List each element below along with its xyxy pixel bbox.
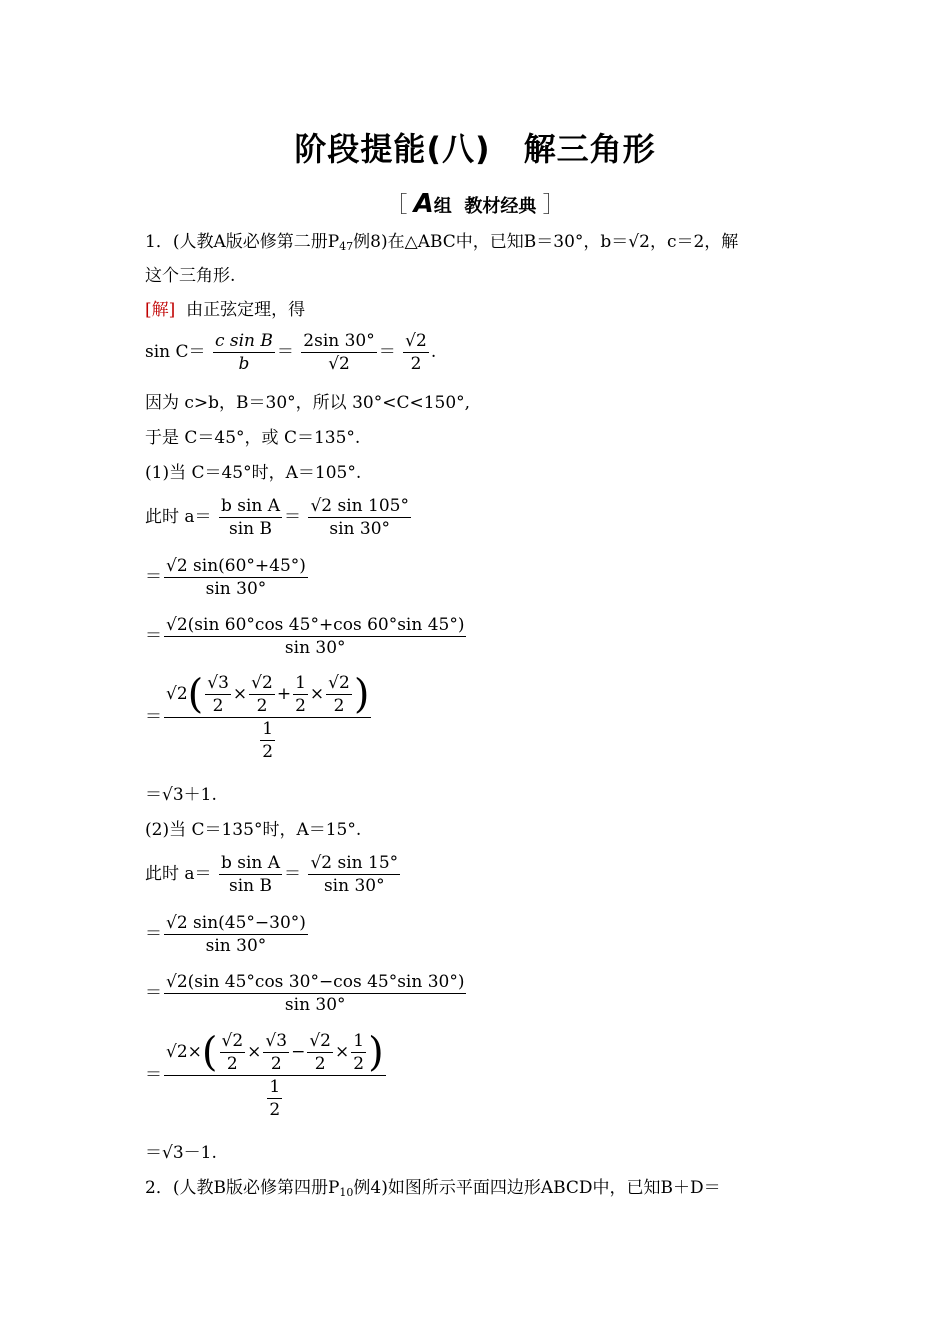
equation-sinC: sin C＝ $\frac{\text{c sin B}}{b}$ ＝ $\frac{2\sin 30^\circ}{√2}$ ＝ $\frac{√2}{2}$ . xyxy=(145,331,437,374)
section-name: 教材经典 xyxy=(464,196,537,217)
solution-tag: [解] xyxy=(145,300,176,320)
section-header: ［ A组 教材经典 ］ xyxy=(385,189,565,219)
case-1-step-4: ＝ √2( $\frac{√3}{2}$ × $\frac{√2}{2}$ + $\frac{1}{2}$ × $\frac{√2}{2}$ ) $\frac{1}{2}$ xyxy=(145,671,370,762)
case-1-step-3: ＝ $\frac{√2(\sin 60^\circ\cos 45^\circ+\cos 60^\circ\sin 45^\circ)}{\sin 30^\circ}$ xyxy=(145,615,465,658)
case-1-heading: (1)当 C＝45°时，A＝105°. xyxy=(145,463,362,483)
case-2-step-3: ＝ $\frac{√2(\sin 45^\circ\cos 30^\circ-\cos 45^\circ\sin 30^\circ)}{\sin 30^\circ}$ xyxy=(145,972,465,1015)
case-2-heading: (2)当 C＝135°时，A＝15°. xyxy=(145,820,362,840)
solution-intro: [解] 由正弦定理，得 xyxy=(145,300,306,320)
case-2-step-2: ＝ $\frac{√2 \sin(45^\circ-30^\circ)}{\sin 30^\circ}$ xyxy=(145,913,306,956)
problem-1-line-2: 这个三角形. xyxy=(145,266,236,286)
case-2-step-1: 此时 a＝ $\frac{\text{b sin A}}{\text{sin B}}$ ＝ $\frac{√2 \sin 15^\circ}{\sin 30^\circ}$ xyxy=(145,853,399,896)
case-2-step-4: ＝ √2×( $\frac{√2}{2}$ × $\frac{√3}{2}$ − $\frac{√2}{2}$ × $\frac{1}{2}$ ) $\frac{1}{2}$ xyxy=(145,1029,384,1120)
page-title: 阶段提能(八) 解三角形 xyxy=(294,130,656,168)
group-letter: A xyxy=(413,189,434,219)
case-1-step-2: ＝ $\frac{√2 \sin(60^\circ+45^\circ)}{\sin 30^\circ}$ xyxy=(145,556,306,599)
problem-2-line-1: 2．(人教B版必修第四册$P_{10}$例4)如图所示平面四边形ABCD中，已知B＋D＝ xyxy=(145,1178,721,1199)
problem-1-line-1: 1．(人教A版必修第二册$P_{47}$例8)在△ABC中，已知B＝30°，b＝√2，c＝2，解 xyxy=(145,232,739,253)
thus-line: 于是 C＝45°，或 C＝135°. xyxy=(145,428,361,448)
case-1-step-1: 此时 a＝ $\frac{\text{b sin A}}{\text{sin B}}$ ＝ $\frac{√2 \sin 105^\circ}{\sin 30^\circ}$ xyxy=(145,496,409,539)
case-1-result: ＝√3＋1. xyxy=(145,785,217,805)
case-2-result: ＝√3－1. xyxy=(145,1143,217,1163)
because-line: 因为 c>b，B＝30°，所以 30°<C<150°, xyxy=(145,393,471,413)
